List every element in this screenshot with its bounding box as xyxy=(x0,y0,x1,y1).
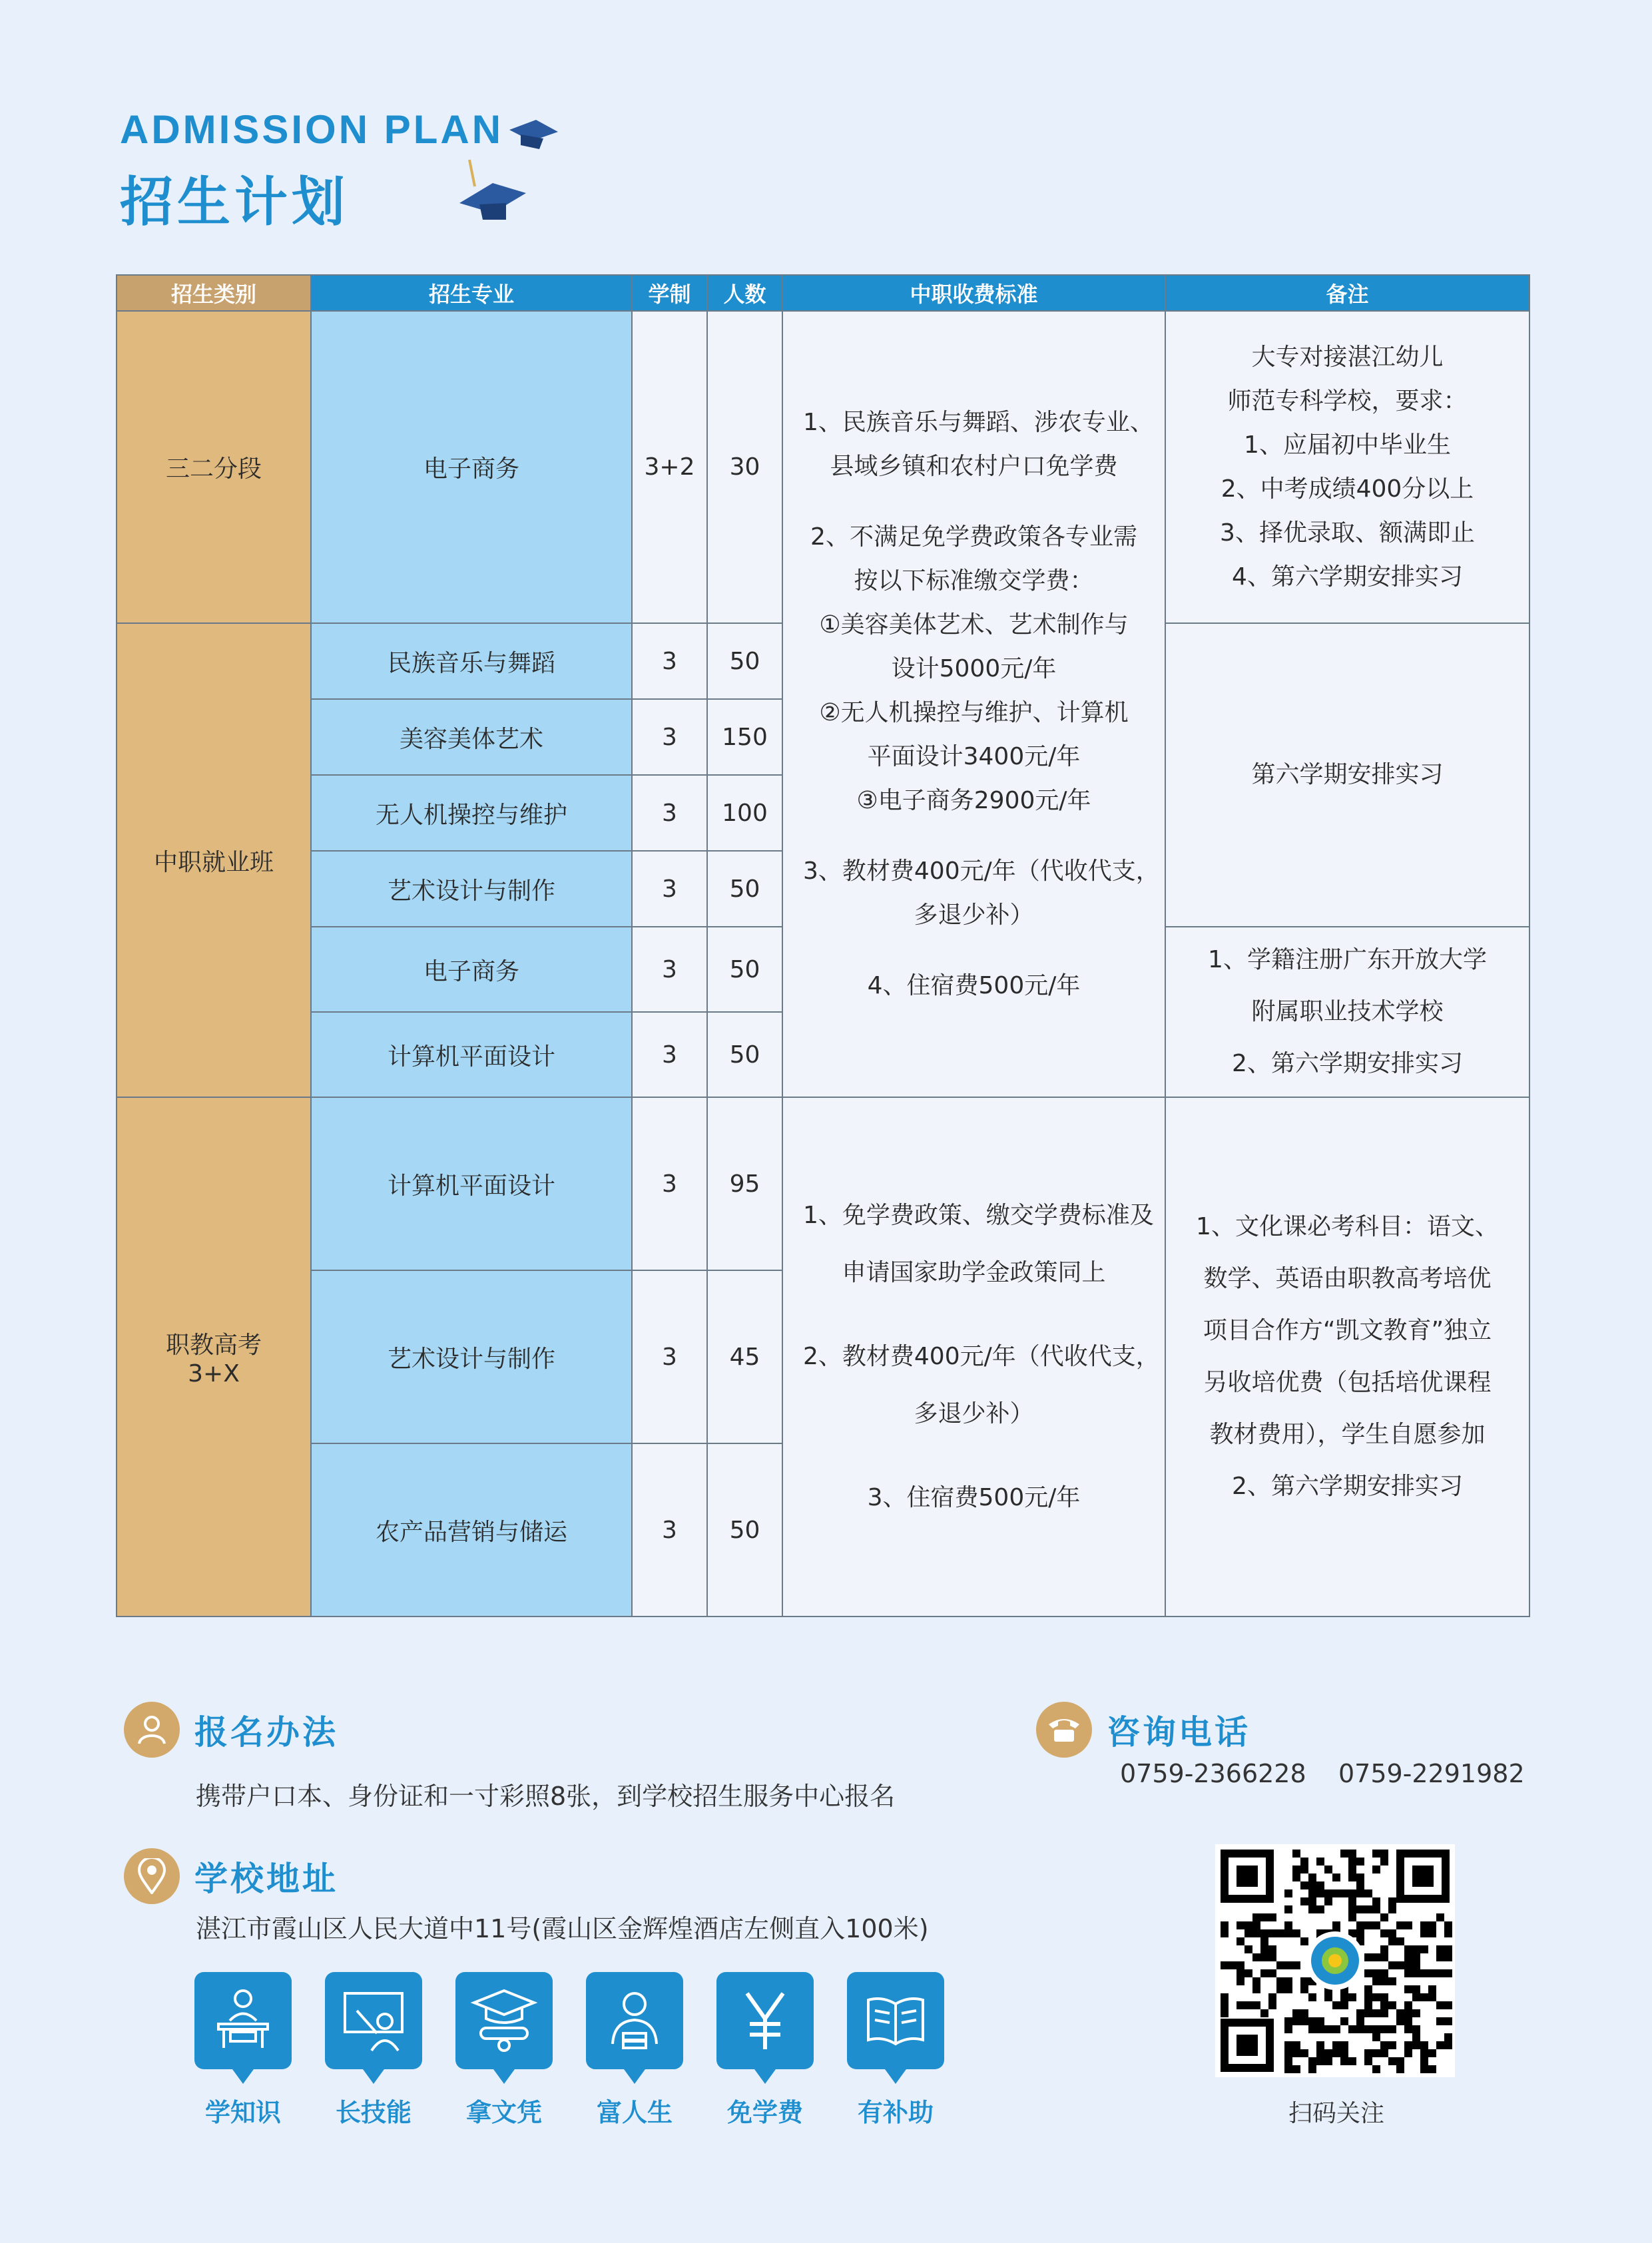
years-cell: 3 xyxy=(632,623,707,699)
note-line: 2、第六学期安排实习 xyxy=(1232,1050,1463,1077)
note-line: 4、第六学期安排实习 xyxy=(1232,563,1463,591)
qr-code[interactable] xyxy=(1215,1844,1455,2077)
admission-plan-table xyxy=(116,274,1530,1617)
desk-study-icon xyxy=(206,1984,280,2057)
header-years: 学制 xyxy=(632,275,707,311)
years-cell: 3 xyxy=(632,851,707,927)
yen-icon xyxy=(728,1984,802,2057)
title-english: ADMISSION PLAN xyxy=(120,107,504,152)
note-line: 教材费用），学生自愿参加 xyxy=(1209,1421,1486,1448)
fee-line: 2、教材费400元/年（代收代支， xyxy=(803,1343,1160,1370)
graduation-cap-icon xyxy=(506,113,559,153)
fee-line: 3、教材费400元/年（代收代支， xyxy=(803,857,1160,885)
feature-item xyxy=(716,1972,814,2128)
count-cell: 45 xyxy=(707,1270,782,1443)
feature-label: 学知识 xyxy=(204,2098,281,2127)
fee-line: 3、住宿费500元/年 xyxy=(867,1484,1081,1511)
count-cell: 95 xyxy=(707,1097,782,1270)
feature-item xyxy=(455,1972,553,2128)
note-cell xyxy=(1165,1097,1529,1617)
header-fee: 中职收费标准 xyxy=(782,275,1165,311)
fee-line: ③电子商务2900元/年 xyxy=(856,786,1091,814)
graduation-diploma-icon xyxy=(467,1984,541,2057)
graduation-cap-icon xyxy=(456,156,529,223)
fee-standard-cell xyxy=(782,1097,1165,1617)
note-line: 1、文化课必考科目：语文、 xyxy=(1196,1213,1499,1240)
table-row xyxy=(117,1097,1529,1270)
table-row xyxy=(117,311,1529,623)
note-cell xyxy=(1165,927,1529,1097)
teacher-board-icon xyxy=(337,1984,410,2057)
feature-label: 拿文凭 xyxy=(465,2098,542,2127)
qr-caption: 扫码关注 xyxy=(1288,2100,1385,2127)
count-cell: 50 xyxy=(707,623,782,699)
address-text: 湛江市霞山区人民大道中11号(霞山区金辉煌酒店左侧直入100米) xyxy=(196,1914,929,1943)
feature-item xyxy=(194,1972,292,2128)
person-books-icon xyxy=(598,1984,671,2057)
feature-item xyxy=(586,1972,683,2128)
major-cell: 艺术设计与制作 xyxy=(311,851,632,927)
years-cell: 3 xyxy=(632,1097,707,1270)
contact-heading xyxy=(1036,1702,1250,1758)
fee-line: ②无人机操控与维护、计算机 xyxy=(819,698,1129,726)
major-cell: 美容美体艺术 xyxy=(311,699,632,775)
years-cell: 3 xyxy=(632,1270,707,1443)
fee-line: 平面设计3400元/年 xyxy=(867,742,1081,770)
feature-list xyxy=(194,1972,944,2128)
category-line: 职教高考 xyxy=(165,1332,262,1359)
count-cell: 50 xyxy=(707,927,782,1012)
note-line: 另收培优费（包括培优课程 xyxy=(1203,1369,1492,1396)
category-cell: 三二分段 xyxy=(117,311,311,623)
registration-title: 报名办法 xyxy=(194,1713,338,1752)
major-cell: 计算机平面设计 xyxy=(311,1012,632,1097)
count-cell: 100 xyxy=(707,775,782,851)
category-line: 3+X xyxy=(188,1360,240,1387)
note-line: 大专对接湛江幼儿 xyxy=(1251,343,1444,371)
count-cell: 30 xyxy=(707,311,782,623)
major-cell: 农产品营销与储运 xyxy=(311,1443,632,1617)
note-line: 2、中考成绩400分以上 xyxy=(1221,475,1474,503)
header-count: 人数 xyxy=(707,275,782,311)
note-line: 师范专科学校，要求： xyxy=(1227,387,1468,415)
years-cell: 3 xyxy=(632,1443,707,1617)
header-category: 招生类别 xyxy=(117,275,311,311)
feature-item xyxy=(847,1972,944,2128)
note-cell xyxy=(1165,311,1529,623)
feature-label: 免学费 xyxy=(726,2098,803,2127)
feature-label: 富人生 xyxy=(596,2098,673,2127)
count-cell: 50 xyxy=(707,1443,782,1617)
note-line: 3、择优录取、额满即止 xyxy=(1220,519,1475,547)
fee-line: 2、不满足免学费政策各专业需 xyxy=(810,523,1137,551)
fee-line: 1、免学费政策、缴交学费标准及 xyxy=(803,1202,1154,1229)
registration-text: 携带户口本、身份证和一寸彩照8张，到学校招生服务中心报名 xyxy=(196,1782,896,1811)
location-pin-icon xyxy=(124,1848,180,1904)
note-line: 1、学籍注册广东开放大学 xyxy=(1208,946,1487,973)
fee-standard-cell xyxy=(782,311,1165,1097)
note-line: 1、应届初中毕业生 xyxy=(1244,431,1451,459)
fee-line: ①美容美体艺术、艺术制作与 xyxy=(819,611,1129,638)
fee-line: 1、民族音乐与舞蹈、涉农专业、 xyxy=(803,408,1154,436)
years-cell: 3 xyxy=(632,927,707,1012)
note-line: 项目合作方“凯文教育”独立 xyxy=(1203,1317,1492,1344)
category-cell xyxy=(117,1097,311,1617)
years-cell: 3+2 xyxy=(632,311,707,623)
major-cell: 电子商务 xyxy=(311,311,632,623)
address-heading xyxy=(124,1848,338,1904)
note-line: 附属职业技术学校 xyxy=(1251,998,1444,1025)
feature-item xyxy=(325,1972,422,2128)
major-cell: 计算机平面设计 xyxy=(311,1097,632,1270)
category-cell: 中职就业班 xyxy=(117,623,311,1097)
header-major: 招生专业 xyxy=(311,275,632,311)
header-note: 备注 xyxy=(1165,275,1529,311)
years-cell: 3 xyxy=(632,1012,707,1097)
fee-line: 多退少补） xyxy=(914,1400,1034,1427)
note-cell: 第六学期安排实习 xyxy=(1165,623,1529,927)
count-cell: 50 xyxy=(707,851,782,927)
note-line: 数学、英语由职教高考培优 xyxy=(1203,1265,1492,1292)
years-cell: 3 xyxy=(632,699,707,775)
count-cell: 50 xyxy=(707,1012,782,1097)
fee-line: 按以下标准缴交学费： xyxy=(854,567,1094,595)
person-icon xyxy=(124,1702,180,1758)
open-book-icon xyxy=(859,1984,932,2057)
feature-label: 长技能 xyxy=(335,2098,412,2127)
fee-line: 县域乡镇和农村户口免学费 xyxy=(830,452,1118,480)
address-title: 学校地址 xyxy=(194,1860,338,1898)
years-cell: 3 xyxy=(632,775,707,851)
major-cell: 电子商务 xyxy=(311,927,632,1012)
table-header-row xyxy=(117,275,1529,311)
major-cell: 艺术设计与制作 xyxy=(311,1270,632,1443)
contact-title: 咨询电话 xyxy=(1107,1713,1250,1752)
count-cell: 150 xyxy=(707,699,782,775)
feature-label: 有补助 xyxy=(857,2098,934,2127)
note-line: 2、第六学期安排实习 xyxy=(1232,1473,1463,1500)
contact-phones: 0759-2366228 0759-2291982 xyxy=(1120,1759,1525,1788)
major-cell: 民族音乐与舞蹈 xyxy=(311,623,632,699)
page-header xyxy=(120,107,503,236)
fee-line: 4、住宿费500元/年 xyxy=(867,971,1081,999)
fee-line: 设计5000元/年 xyxy=(891,654,1057,682)
registration-heading xyxy=(124,1702,338,1758)
telephone-icon xyxy=(1036,1702,1092,1758)
fee-line: 多退少补） xyxy=(914,901,1034,929)
title-chinese: 招生计划 xyxy=(120,171,349,233)
major-cell: 无人机操控与维护 xyxy=(311,775,632,851)
fee-line: 申请国家助学金政策同上 xyxy=(842,1259,1106,1286)
